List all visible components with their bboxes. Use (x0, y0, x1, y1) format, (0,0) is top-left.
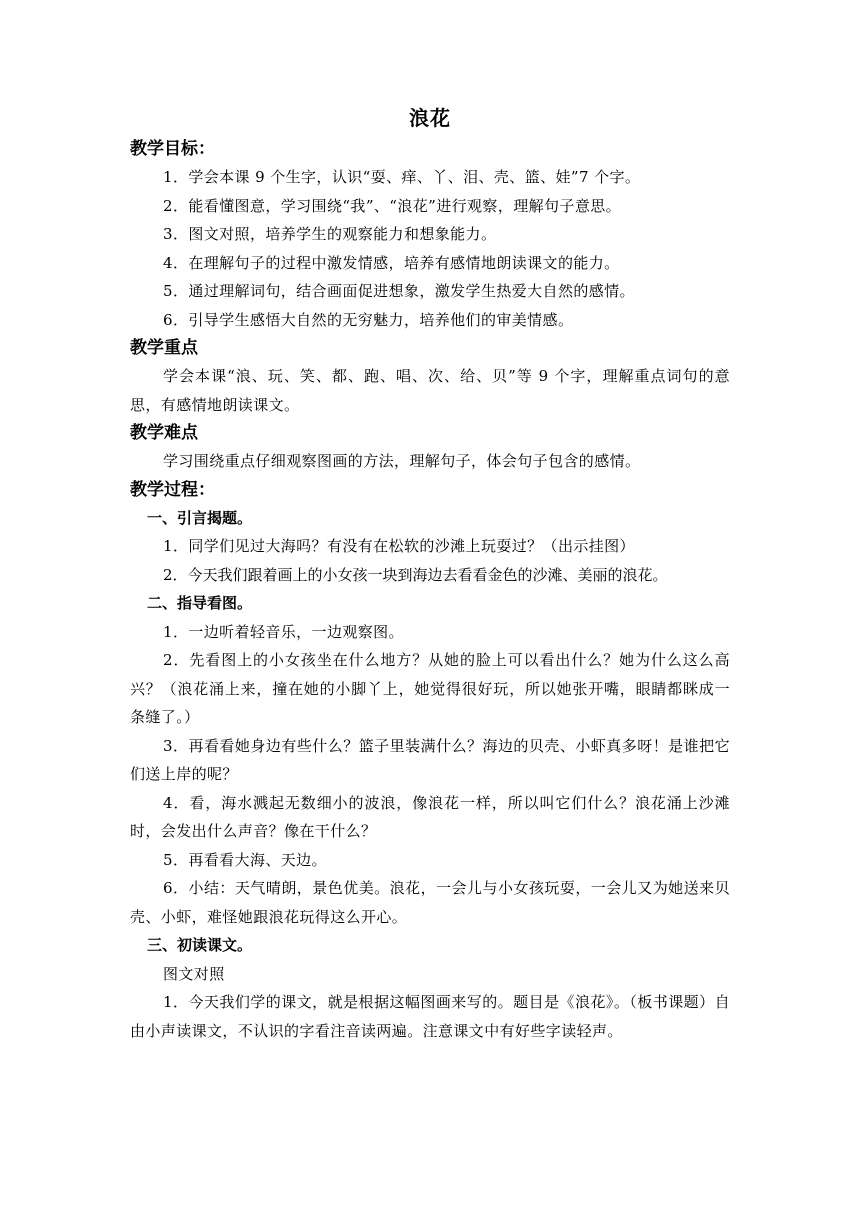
process-item: 1．今天我们学的课文，就是根据这幅图画来写的。题目是《浪花》。（板书课题）自由小声读课文，不认识的字看注音读两遍。注意课文中有好些字读轻声。 (130, 993, 730, 1040)
document-title: 浪花 (409, 106, 451, 130)
key-points-text: 学会本课“浪、玩、笑、都、跑、唱、次、给、贝”等 9 个字，理解重点词句的意思，有感情地朗读课文。 (130, 367, 730, 414)
goal-item: 2．能看懂图意，学习围绕“我”、“浪花”进行观察，理解句子意思。 (163, 196, 622, 215)
process-item: 5．再看看大海、天边。 (163, 850, 327, 869)
process-item: 2．今天我们跟着画上的小女孩一块到海边去看看金色的沙滩、美丽的浪花。 (163, 565, 668, 584)
goal-item: 6．引导学生感悟大自然的无穷魅力，培养他们的审美情感。 (163, 310, 574, 329)
goals-heading: 教学目标： (130, 139, 215, 159)
process-item: 4．看，海水溅起无数细小的波浪，像浪花一样，所以叫它们什么？浪花涌上沙滩时，会发出什么声音？像在干什么？ (130, 793, 730, 840)
process-heading: 教学过程： (130, 479, 215, 500)
goal-item: 4．在理解句子的过程中激发情感，培养有感情地朗读课文的能力。 (163, 253, 620, 272)
document-page (130, 103, 730, 1045)
process-item: 2．先看图上的小女孩坐在什么地方？从她的脸上可以看出什么？她为什么这么高兴？（浪花涌上来，撞在她的小脚丫上，她觉得很好玩，所以她张开嘴，眼睛都眯成一条缝了。） (130, 651, 730, 726)
difficulties-heading: 教学难点 (130, 423, 198, 443)
key-points-heading: 教学重点 (130, 338, 198, 358)
goal-item: 1．学会本课 9 个生字，认识“耍、痒、丫、泪、壳、篮、娃”7 个字。 (163, 168, 641, 186)
process-item: 6．小结：天气晴朗，景色优美。浪花，一会儿与小女孩玩耍，一会儿又为她送来贝壳、小虾，难怪她跟浪花玩得这么开心。 (130, 879, 730, 926)
process-section-title: 二、指导看图。 (147, 594, 253, 612)
goal-item: 3．图文对照，培养学生的观察能力和想象能力。 (163, 225, 497, 243)
process-section-title: 三、初读课文。 (147, 936, 253, 954)
process-item: 3．再看看她身边有些什么？篮子里装满什么？海边的贝壳、小虾真多呀！是谁把它们送上岸的呢？ (130, 736, 730, 783)
process-item: 图文对照 (163, 964, 225, 983)
difficulties-text: 学习围绕重点仔细观察图画的方法，理解句子，体会句子包含的感情。 (163, 452, 641, 470)
process-item: 1．一边听着轻音乐，一边观察图。 (163, 622, 404, 641)
process-section-title: 一、引言揭题。 (147, 508, 253, 527)
goal-item: 5．通过理解词句，结合画面促进想象，激发学生热爱大自然的感情。 (163, 282, 635, 300)
process-item: 1．同学们见过大海吗？有没有在松软的沙滩上玩耍过？（出示挂图） (163, 537, 635, 555)
